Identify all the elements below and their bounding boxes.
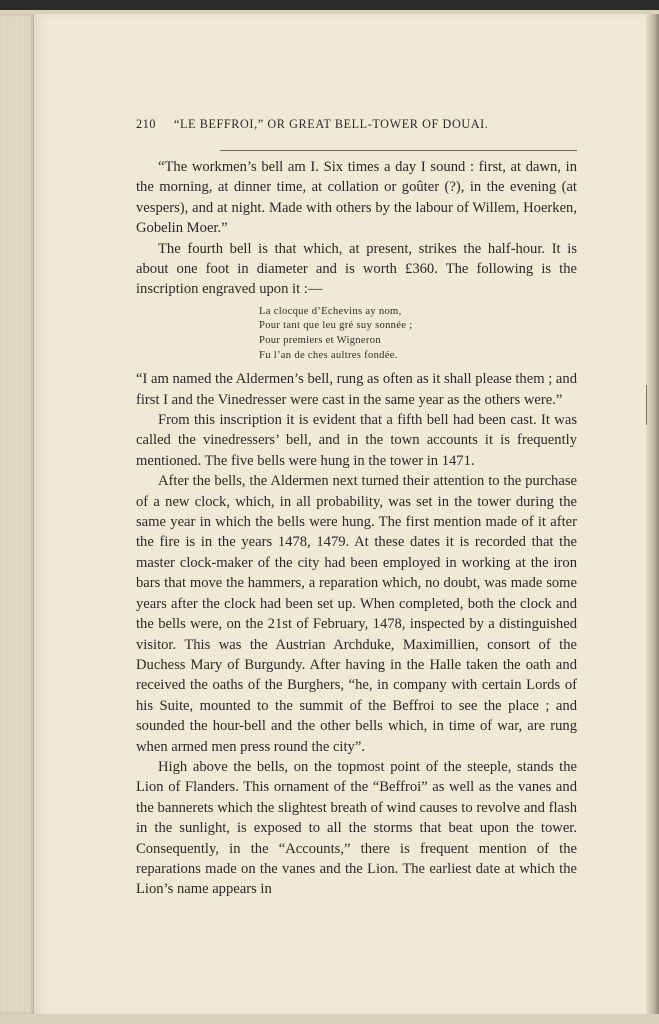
verse-line: Pour premiers et Wigneron xyxy=(259,335,381,347)
page-number: 210 xyxy=(136,117,157,131)
inscription-verse xyxy=(259,305,577,363)
page-stack-edges xyxy=(0,14,34,1014)
header-rule xyxy=(220,150,577,151)
paragraph-3: “I am named the Aldermen’s bell, rung as often as it shall please them ; and first I and the Vinedresser were cast in the same year as the others were.” xyxy=(136,371,577,408)
page-right-edge xyxy=(646,14,659,1014)
paragraph-1: “The workmen’s bell am I. Six times a day I sound : first, at dawn, in the morning, at dinner time, at collation or goûter (?), in the evening (at vespers), and at night. Made with others by the labour of Willem, Hoerken, Gobelin Moer.” xyxy=(136,159,577,237)
verse-line: Pour tant que leu gré suy sonnée ; xyxy=(259,320,413,332)
verse-line: Fu l’an de ches aultres fondée. xyxy=(259,349,398,361)
running-title: “LE BEFFROI,” OR GREAT BELL-TOWER OF DOUAI. xyxy=(174,117,489,131)
margin-mark xyxy=(646,385,647,425)
paragraph-2: The fourth bell is that which, at present, strikes the half-hour. It is about one foot in diameter and is worth £360. The following is the inscription engraved upon it :— xyxy=(136,240,577,298)
paragraph-5: After the bells, the Aldermen next turned their attention to the purchase of a new clock, which, in all probability, was set in the tower during the same year in which the bells were hung. The first mention made of it after the fire is in the years 1478, 1479. At these dates it is recorded that the master clock-maker of the city had been employed in working at the iron bars that move the hammers, a reparation which, no doubt, was made some years after the clock had been set up. When completed, both the clock and the bells were, on the 21st of February, 1478, inspected by a distinguished visitor. This was the Austrian Archduke, Maximillien, consort of the Duchess Mary of Burgundy. After having in the Halle taken the oath and received the oaths of the Burghers, “he, in company with certain Lords of his Suite, mounted to the summit of the Beffroi to see the place ; and sounded the hour-bell and the other bells which, in time of war, are rung when armed men press round the city”. xyxy=(136,473,577,755)
body-text xyxy=(136,157,577,900)
running-head xyxy=(136,117,576,132)
paragraph-4: From this inscription it is evident that a fifth bell had been cast. It was called the vinedressers’ bell, and in the town accounts it is frequently mentioned. The five bells were hung in the tower in 1471. xyxy=(136,412,577,469)
verse-line: La clocque d’Echevins ay nom, xyxy=(259,305,402,317)
paragraph-6: High above the bells, on the topmost point of the steeple, stands the Lion of Flanders. This ornament of the “Beffroi” as well as the vanes and the bannerets which the slightest breath of wind causes to revolve and flash in the sunlight, is exposed to all the storms that beat upon the tower. Consequently, in the “Accounts,” there is frequent mention of the reparations made on the vanes and the Lion. The earliest date at which the Lion’s name appears in xyxy=(136,758,577,898)
